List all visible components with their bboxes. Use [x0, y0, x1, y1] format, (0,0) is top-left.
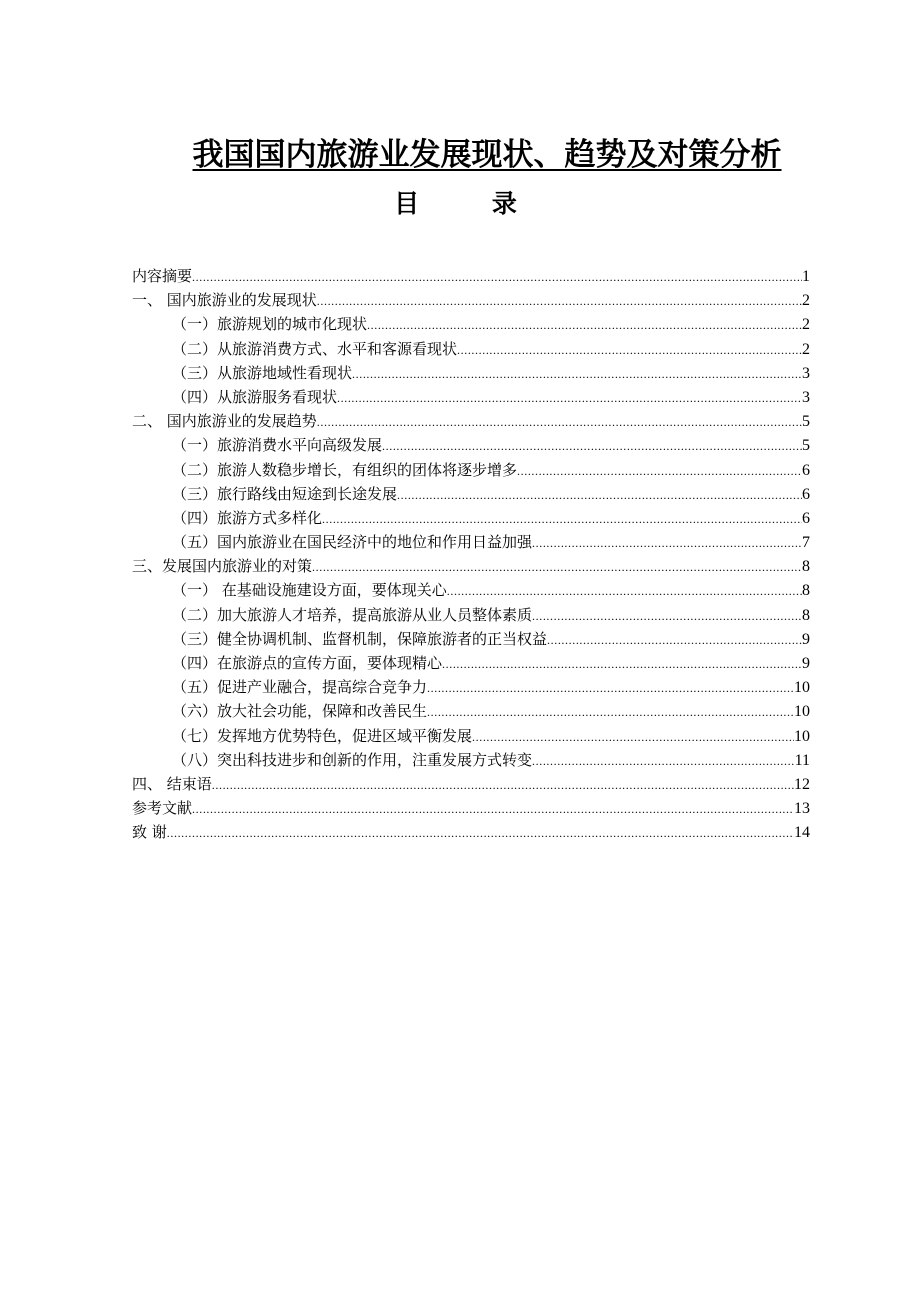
toc-entry-page-number: 10	[794, 703, 810, 721]
toc-entry-page-number: 8	[802, 606, 810, 624]
toc-entry[interactable]	[132, 627, 810, 651]
toc-entry[interactable]	[132, 409, 810, 433]
toc-entry[interactable]	[132, 385, 810, 409]
toc-entry[interactable]	[132, 578, 810, 602]
toc-entry-page-number: 14	[794, 824, 810, 842]
toc-entry-label: 四、 结束语	[132, 774, 212, 793]
toc-entry-page-number: 3	[802, 364, 810, 382]
toc-dot-leader	[442, 652, 802, 676]
toc-entry[interactable]	[132, 506, 810, 530]
toc-entry-page-number: 10	[794, 679, 810, 697]
toc-dot-leader	[192, 797, 794, 821]
toc-entry[interactable]	[132, 554, 810, 578]
toc-entry[interactable]	[132, 458, 810, 482]
toc-dot-leader	[167, 821, 794, 845]
toc-dot-leader	[352, 362, 802, 386]
toc-entry-page-number: 8	[802, 582, 810, 600]
toc-entry-page-number: 2	[802, 292, 810, 310]
toc-entry[interactable]	[132, 337, 810, 361]
toc-entry-label: （六）放大社会功能，保障和改善民生	[172, 702, 428, 721]
toc-entry-page-number: 9	[802, 630, 810, 648]
toc-dot-leader	[317, 410, 802, 434]
toc-entry-label: （八）突出科技进步和创新的作用，注重发展方式转变	[172, 750, 533, 769]
toc-entry-page-number: 5	[802, 413, 810, 431]
toc-dot-leader	[427, 700, 794, 724]
toc-entry-page-number: 5	[802, 437, 810, 455]
toc-dot-leader	[322, 507, 802, 531]
toc-entry-page-number: 6	[802, 485, 810, 503]
toc-entry-page-number: 12	[794, 775, 810, 793]
toc-dot-leader	[472, 725, 794, 749]
toc-entry-page-number: 8	[802, 558, 810, 576]
toc-entry-label: （三）从旅游地域性看现状	[172, 363, 353, 382]
toc-entry-label: （一）旅游消费水平向高级发展	[172, 436, 383, 455]
toc-entry-page-number: 3	[802, 388, 810, 406]
toc-dot-leader	[457, 338, 802, 362]
toc-entry-page-number: 6	[802, 509, 810, 527]
toc-dot-leader	[382, 434, 802, 458]
toc-entry-label: 内容摘要	[132, 267, 193, 285]
toc-entry-label: （一）旅游规划的城市化现状	[172, 315, 368, 334]
toc-entry-label: （四）旅游方式多样化	[172, 508, 323, 527]
toc-dot-leader	[367, 313, 802, 337]
toc-entry-label: 致 谢	[132, 823, 167, 842]
toc-entry-label: （二）旅游人数稳步增长，有组织的团体将逐步增多	[172, 460, 518, 479]
table-of-contents	[132, 264, 810, 845]
toc-entry[interactable]	[132, 530, 810, 554]
toc-dot-leader	[212, 773, 794, 797]
toc-entry[interactable]	[132, 361, 810, 385]
toc-entry-label: 一、 国内旅游业的发展现状	[132, 291, 317, 310]
toc-dot-leader	[532, 531, 802, 555]
toc-entry-label: （五）促进产业融合，提高综合竞争力	[172, 678, 428, 697]
toc-entry-label: 二、 国内旅游业的发展趋势	[132, 412, 317, 431]
toc-entry[interactable]	[132, 264, 810, 288]
toc-entry[interactable]	[132, 312, 810, 336]
toc-dot-leader	[312, 555, 802, 579]
toc-entry-page-number: 11	[794, 751, 810, 769]
toc-dot-leader	[337, 386, 802, 410]
toc-entry-label: （二）从旅游消费方式、水平和客源看现状	[172, 339, 458, 358]
toc-entry-label: （四）在旅游点的宣传方面，要体现精心	[172, 654, 443, 672]
toc-dot-leader	[517, 459, 802, 483]
toc-entry[interactable]	[132, 724, 810, 748]
toc-dot-leader	[447, 579, 802, 603]
toc-dot-leader	[532, 604, 802, 628]
toc-entry-label: （五）国内旅游业在国民经济中的地位和作用日益加强	[172, 533, 533, 552]
toc-entry-label: 参考文献	[132, 799, 193, 818]
toc-entry[interactable]	[132, 603, 810, 627]
toc-entry-page-number: 10	[794, 727, 810, 745]
toc-entry[interactable]	[132, 675, 810, 699]
document-title: 我国国内旅游业发展现状、趋势及对策分析	[192, 137, 782, 173]
toc-entry-page-number: 6	[802, 461, 810, 479]
toc-entry[interactable]	[132, 820, 810, 844]
toc-entry-label: 三、发展国内旅游业的对策	[132, 557, 313, 576]
toc-entry[interactable]	[132, 699, 810, 723]
toc-dot-leader	[532, 749, 795, 773]
toc-entry[interactable]	[132, 651, 810, 675]
toc-entry-label: （四）从旅游服务看现状	[172, 387, 338, 406]
toc-dot-leader	[427, 676, 794, 700]
toc-entry-label: （七）发挥地方优势特色，促进区域平衡发展	[172, 726, 473, 745]
toc-dot-leader	[397, 483, 802, 507]
toc-heading: 目 录	[394, 189, 549, 218]
toc-entry-page-number: 1	[802, 268, 810, 285]
toc-entry[interactable]	[132, 433, 810, 457]
toc-dot-leader	[317, 289, 802, 313]
toc-entry[interactable]	[132, 482, 810, 506]
toc-entry-label: （三）旅行路线由短途到长途发展	[172, 484, 398, 503]
toc-entry-label: （二）加大旅游人才培养，提高旅游从业人员整体素质	[172, 605, 533, 624]
toc-entry-page-number: 7	[802, 534, 810, 552]
toc-entry-page-number: 9	[802, 655, 810, 672]
toc-entry-page-number: 2	[802, 316, 810, 334]
toc-dot-leader	[192, 265, 802, 289]
toc-dot-leader	[547, 628, 802, 652]
toc-entry[interactable]	[132, 772, 810, 796]
toc-entry-label: （三）健全协调机制、监督机制，保障旅游者的正当权益	[172, 629, 548, 648]
toc-entry-page-number: 2	[802, 340, 810, 358]
toc-entry[interactable]	[132, 748, 810, 772]
toc-entry-label: （一） 在基础设施建设方面，要体现关心	[172, 581, 447, 600]
toc-entry[interactable]	[132, 796, 810, 820]
toc-entry-page-number: 13	[794, 800, 810, 818]
toc-entry[interactable]	[132, 288, 810, 312]
